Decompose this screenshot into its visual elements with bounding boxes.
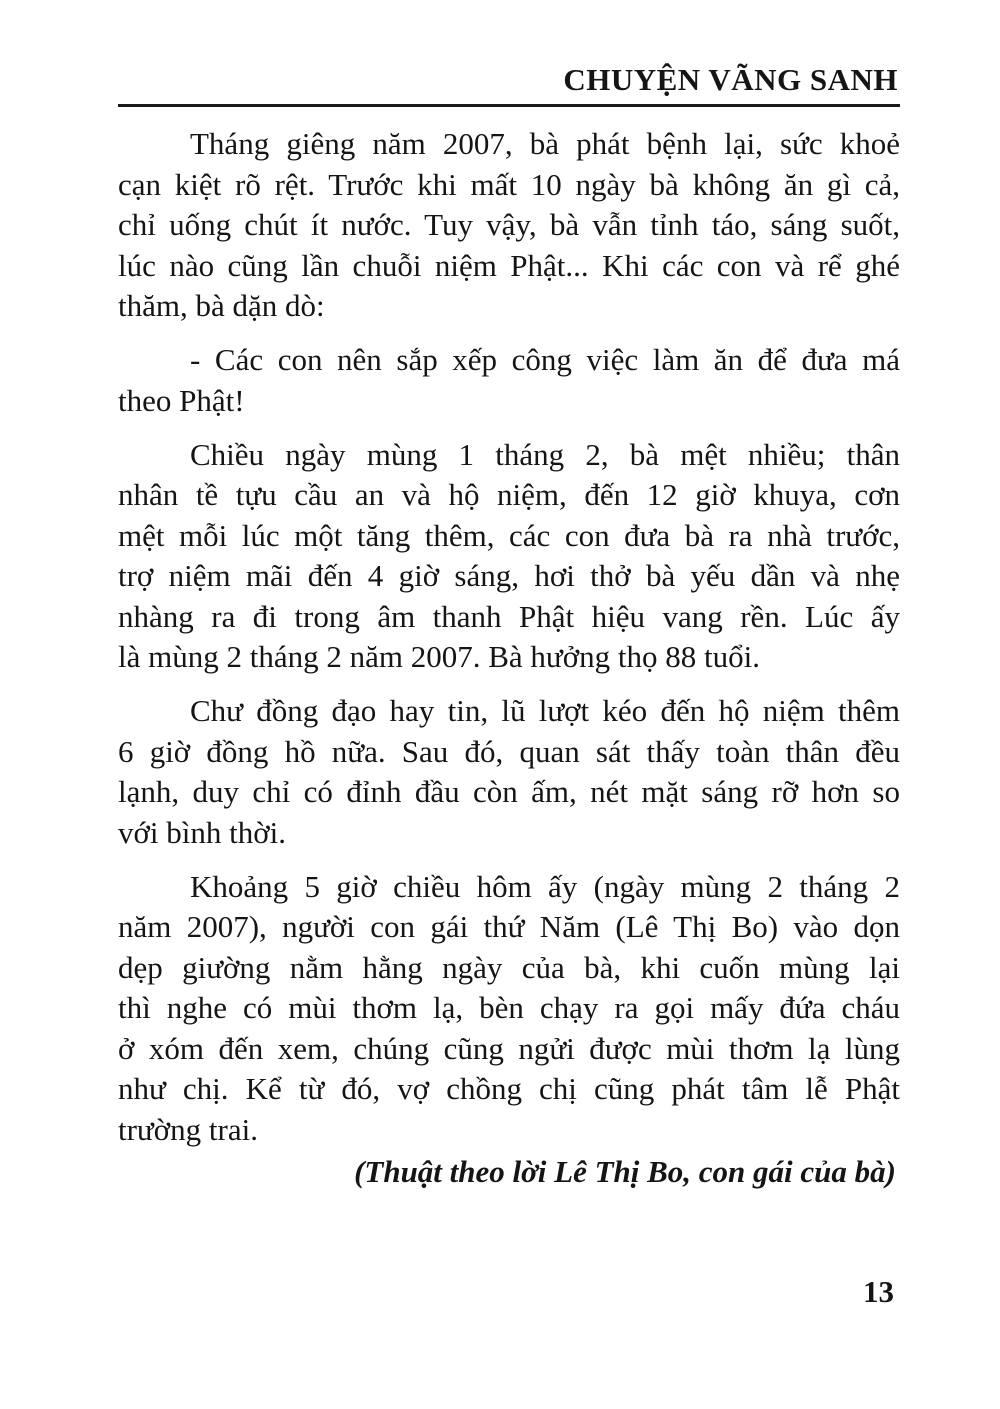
text-line: cạn kiệt rõ rệt. Trước khi mất 10 ngày bà không ăn gì cả, (118, 166, 900, 202)
text-line: lạnh, duy chỉ có đỉnh đầu còn ấm, nét mặt sáng rỡ hơn so (118, 774, 900, 809)
text-line: theo Phật! (118, 382, 245, 418)
text-line: với bình thời. (118, 814, 286, 850)
text-line: năm 2007), người con gái thứ Năm (Lê Thị Bo) vào dọn (118, 909, 900, 944)
paragraph-4 (118, 691, 900, 853)
text-line: ở xóm đến xem, chúng cũng ngửi được mùi thơm lạ lùng (118, 1030, 900, 1066)
paragraph-1 (118, 124, 900, 327)
text-line: Chư đồng đạo hay tin, lũ lượt kéo đến hộ niệm thêm (190, 693, 900, 728)
paragraph-5 (118, 867, 900, 1151)
text-line: trợ niệm mãi đến 4 giờ sáng, hơi thở bà yếu dần và nhẹ (118, 558, 900, 593)
text-line: lúc nào cũng lần chuỗi niệm Phật... Khi các con và rể ghé (118, 247, 900, 283)
text-line: Khoảng 5 giờ chiều hôm ấy (ngày mùng 2 tháng 2 (190, 868, 900, 904)
paragraph-3 (118, 435, 900, 678)
text-line: trường trai. (118, 1111, 258, 1147)
text-line: nhàng ra đi trong âm thanh Phật hiệu vang rền. Lúc ấy (118, 598, 900, 634)
paragraph-2 (118, 340, 900, 421)
text-line: như chị. Kể từ đó, vợ chồng chị cũng phát tâm lễ Phật (118, 1071, 900, 1106)
body-text (118, 124, 900, 1164)
text-line: thì nghe có mùi thơm lạ, bèn chạy ra gọi mấy đứa cháu (118, 990, 900, 1025)
text-line: nhân tề tựu cầu an và hộ niệm, đến 12 giờ khuya, cơn (118, 477, 900, 512)
text-line: - Các con nên sắp xếp công việc làm ăn để đưa má (190, 342, 900, 377)
chapter-title: CHUYỆN VÃNG SANH (563, 62, 898, 97)
running-header (118, 60, 900, 107)
text-line: Tháng giêng năm 2007, bà phát bệnh lại, sức khoẻ (190, 126, 900, 161)
attribution: (Thuật theo lời Lê Thị Bo, con gái của bà) (354, 1154, 896, 1189)
text-line: Chiều ngày mùng 1 tháng 2, bà mệt nhiều; thân (190, 436, 900, 472)
text-line: dẹp giường nằm hằng ngày của bà, khi cuốn mùng lại (118, 949, 900, 985)
text-line: mệt mỗi lúc một tăng thêm, các con đưa bà ra nhà trước, (118, 517, 900, 553)
text-line: 6 giờ đồng hồ nữa. Sau đó, quan sát thấy toàn thân đều (118, 733, 900, 769)
page-number: 13 (863, 1274, 894, 1309)
text-line: chỉ uống chút ít nước. Tuy vậy, bà vẫn tỉnh táo, sáng suốt, (118, 207, 900, 242)
text-line: thăm, bà dặn dò: (118, 288, 325, 323)
text-line: là mùng 2 tháng 2 năm 2007. Bà hưởng thọ 88 tuổi. (118, 639, 760, 674)
